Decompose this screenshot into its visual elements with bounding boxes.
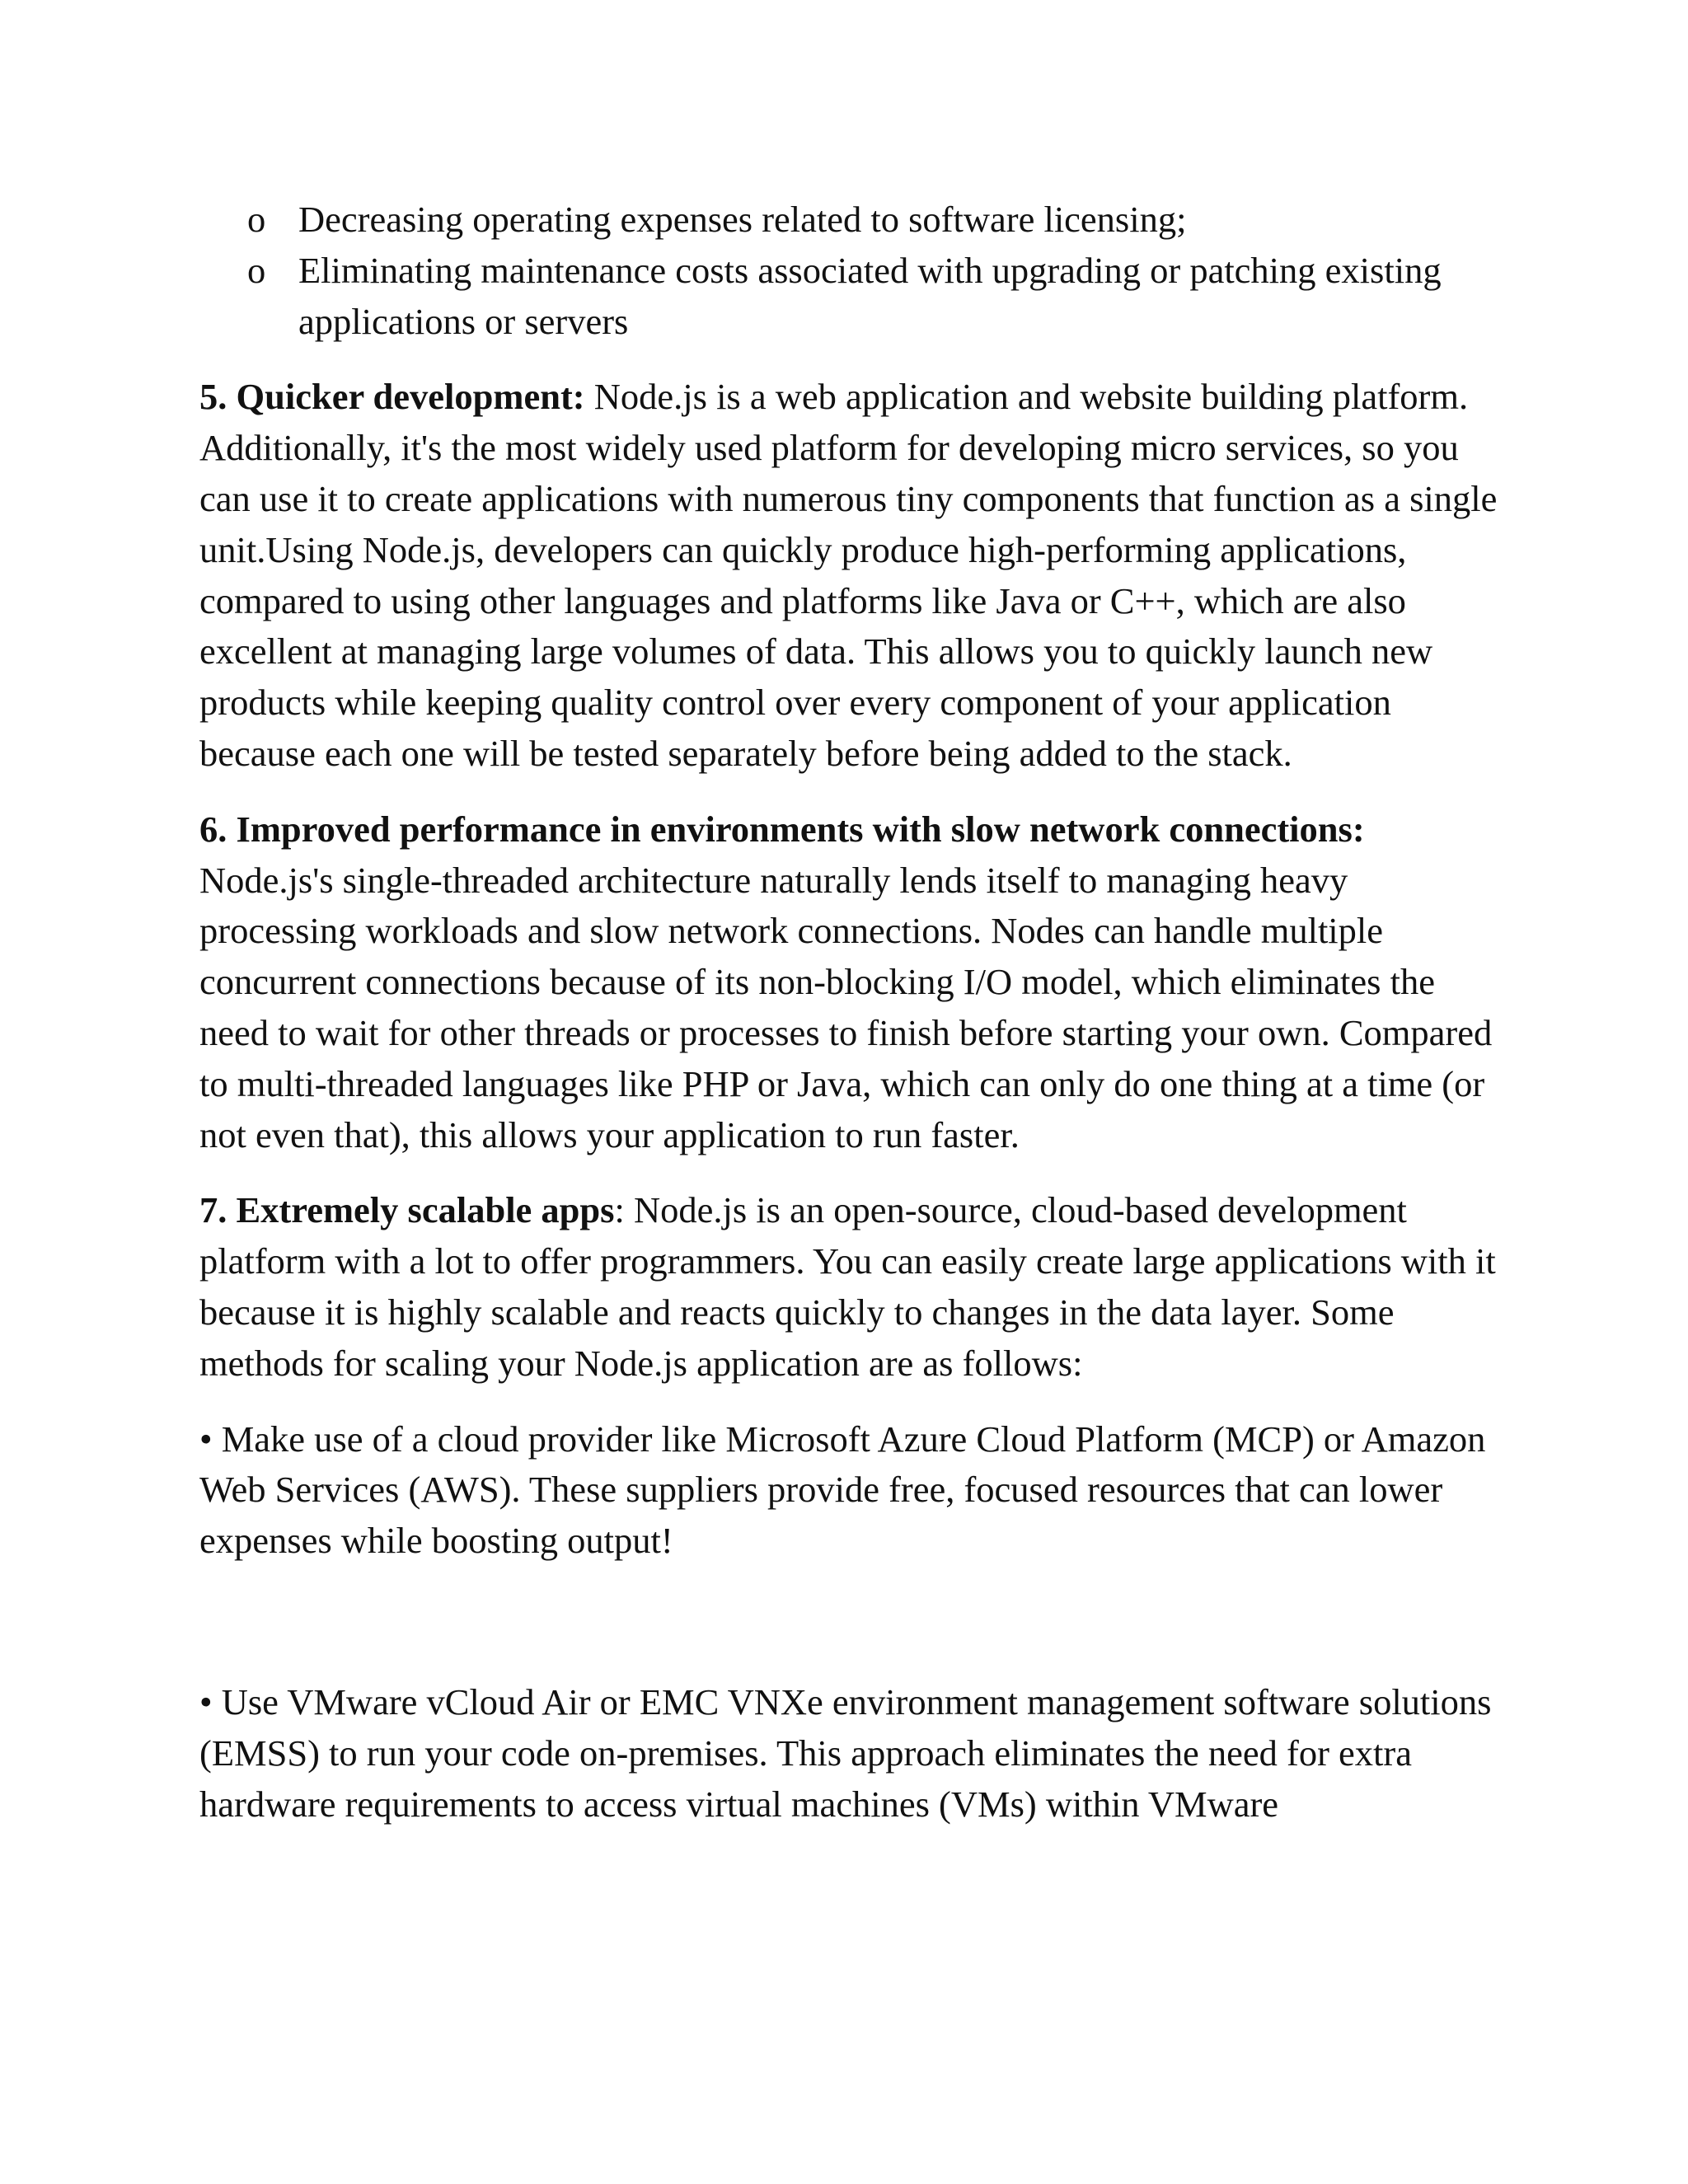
section-improved-performance [199, 804, 1502, 1161]
section-body: Node.js is a web application and website building platform. Additionally, it's the most widely used platform for developing micro services, so you can use it to create applications with numerous tiny components that function as a single unit.Using Node.js, developers can quickly produce high-performing applications, compared to using other languages and platforms like Java or C++, which are also excellent at managing large volumes of data. This allows you to quickly launch new products while keeping quality control over every component of your application because each one will be tested separately before being added to the stack. [199, 376, 1498, 774]
page-content [199, 194, 1502, 1854]
list-item-text: Eliminating maintenance costs associated with upgrading or patching existing applications or servers [298, 249, 1442, 342]
bullet-marker: o [247, 249, 266, 291]
section-body: Node.js's single-threaded architecture naturally lends itself to managing heavy processing workloads and slow network connections. Nodes can handle multiple concurrent connections because of its non-blocking I/O model, which eliminates the need to wait for other threads or processes to finish before starting your own. Compared to multi-threaded languages like PHP or Java, which can only do one thing at a time (or not even that), this allows your application to run faster. [199, 859, 1493, 1155]
bullet-paragraph-cloud-provider: • Make use of a cloud provider like Microsoft Azure Cloud Platform (MCP) or Amazon Web Services (AWS). These suppliers provide free, focused resources that can lower expenses while boosting output! [199, 1418, 1486, 1562]
sub-bullet-list [199, 194, 1502, 347]
list-item [199, 194, 1502, 246]
section-body: : Node.js is an open-source, cloud-based development platform with a lot to offer programmers. You can easily create large applications with it because it is highly scalable and reacts quickly to changes in the data layer. Some methods for scaling your Node.js application are as follows: [199, 1189, 1496, 1384]
section-heading: 7. Extremely scalable apps [199, 1189, 615, 1231]
spacer [199, 1591, 1502, 1677]
list-item [199, 246, 1502, 348]
section-quicker-development [199, 372, 1502, 779]
list-item-text: Decreasing operating expenses related to software licensing; [298, 199, 1187, 240]
bullet-paragraph-on-premises: • Use VMware vCloud Air or EMC VNXe environment management software solutions (EMSS) to run your code on-premises. This approach eliminates the need for extra hardware requirements to access virtual machines (VMs) within VMware [199, 1680, 1492, 1825]
section-heading: 6. Improved performance in environments with slow network connections: [199, 808, 1365, 850]
section-heading: 5. Quicker development: [199, 376, 585, 418]
section-scalable-apps [199, 1185, 1502, 1389]
bullet-marker: o [247, 199, 266, 240]
